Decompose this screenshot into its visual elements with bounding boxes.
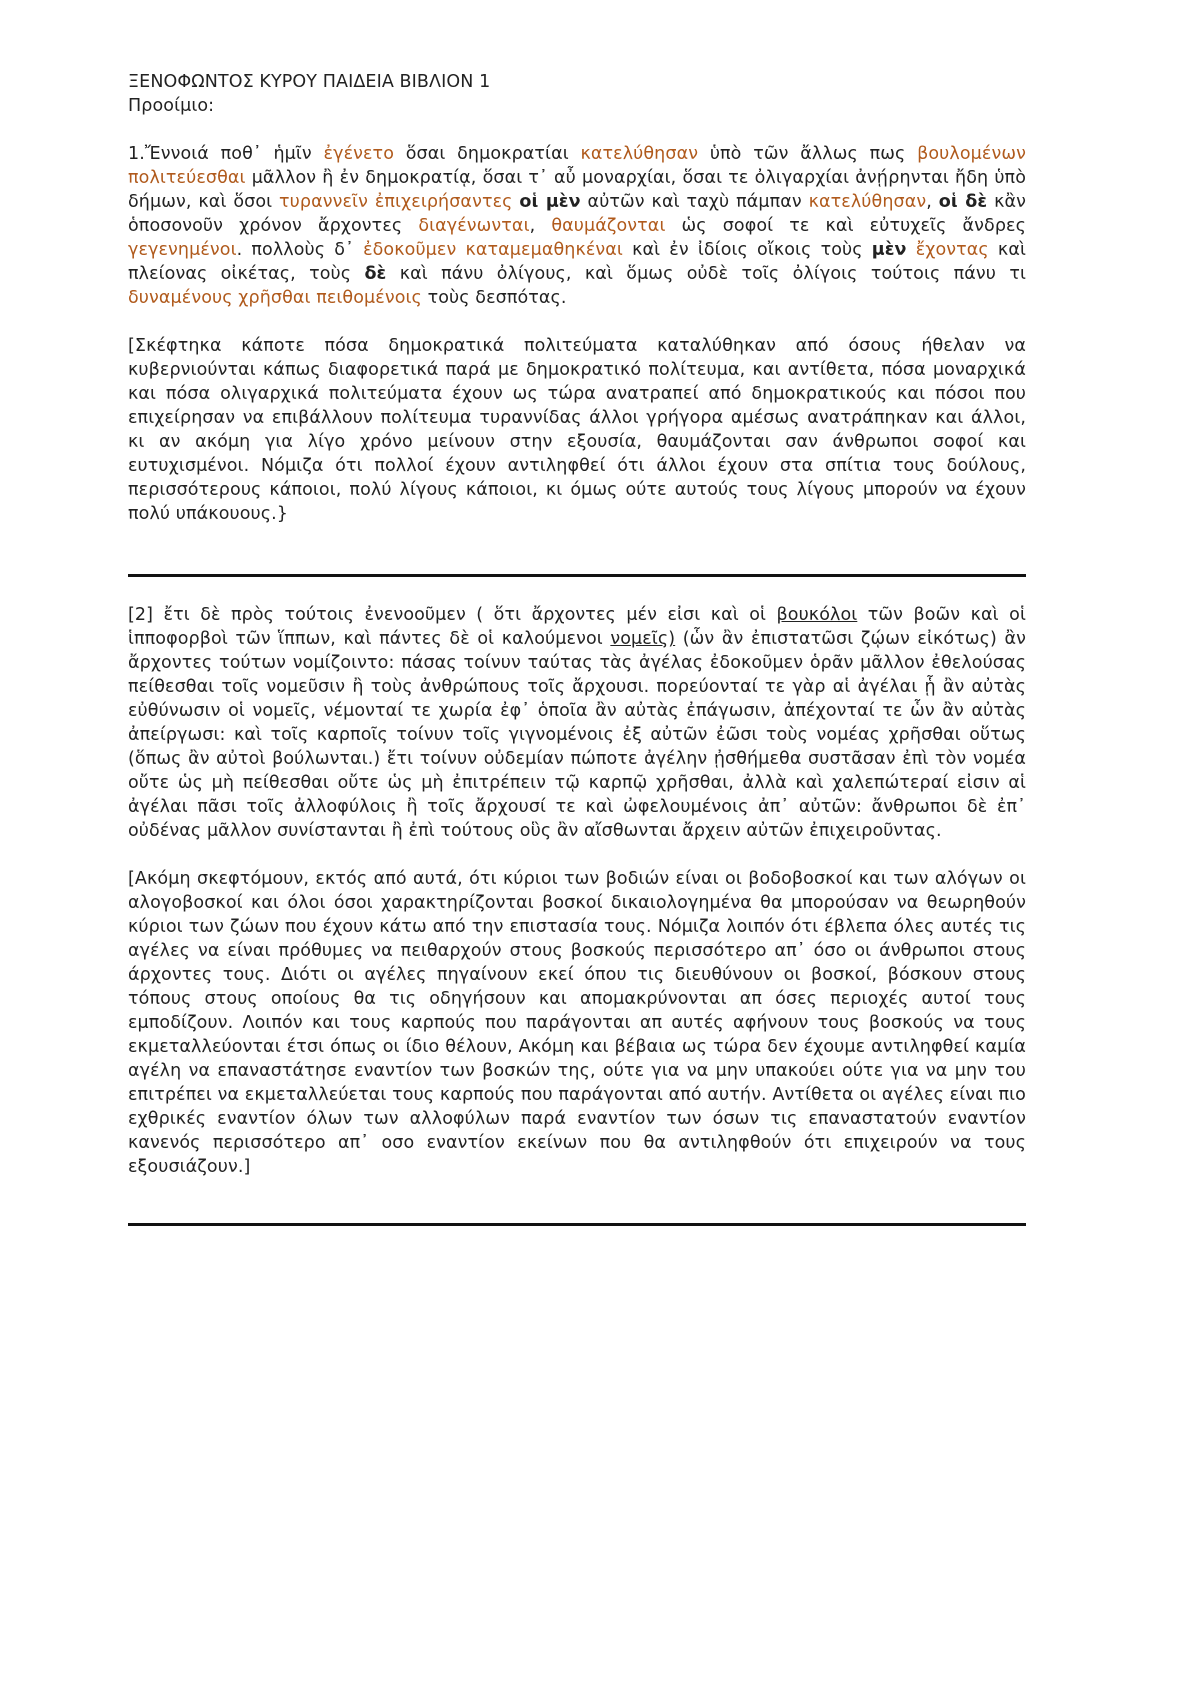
highlighted-term: θαυμάζονται xyxy=(551,216,666,236)
bold-particle: μὲν xyxy=(871,240,907,260)
spacer xyxy=(128,1179,1026,1223)
highlighted-term: τυραννεῖν ἐπιχειρήσαντες xyxy=(279,192,513,212)
document-page xyxy=(128,70,1026,1226)
section-2-translation-paragraph: [Ακόμη σκεφτόμουν, εκτός από αυτά, ότι κύριοι των βοδιών είναι οι βοδοβοσκοί και των αλόγων οι αλογοβοσκοί και όλοι όσοι χαρακτηρίζονται βοσκοί δικαιολογημένα θα μπορούσαν να θεωρηθούν κύριοι των ζώων που έχουν κάτω από την επιστασία τους. Νόμιζα λοιπόν ότι έβλεπα όλες αυτές τις αγέλες να είναι πρόθυμες να πειθαρχούν στους βοσκούς περισσότερο απ᾽ όσο οι άνθρωποι στους άρχοντες τους. Διότι οι αγέλες πηγαίνουν εκεί όπου τις διευθύνουν οι βοσκοί, βόσκουν στους τόπους στους οποίους θα τις οδηγήσουν και απομακρύνονται απ όσες περιοχές αυτοί τους εμποδίζουν. Λοιπόν και τους καρπούς που παράγονται απ αυτές αφήνουν τους βοσκούς να τους εκμεταλλεύονται έτσι όπως οι ίδιο θέλουν, Ακόμη και βέβαια ως τώρα δεν έχουμε αντιληφθεί καμία αγέλη να επαναστάτησε εναντίον των βοσκών της, ούτε για να μην υπακούει ούτε για να μην του επιτρέπει να εκμεταλλεύεται τους καρπούς που παράγονται από αυτήν. Αντίθετα οι αγέλες είναι πιο εχθρικές εναντίον όλων των αλλοφύλων παρά εναντίον των όσων τις επαναστατούν εναντίον κανενός περισσότερο απ᾽ οσο εναντίον εκείνων που θα αντιληφθούν ότι επιχειρούν να τους εξουσιάζουν.] xyxy=(128,869,1026,1177)
highlighted-term: κατελύθησαν xyxy=(808,192,927,212)
text-run: (ὧν ἂν ἐπιστατῶσι ζῴων εἰκότως) ἂν ἄρχοντες τούτων νομίζοιντο: πάσας τοίνυν ταύτας τὰς ἀγέλας ἐδοκοῦμεν ὁρᾶν μᾶλλον ἐθελούσας πείθεσθαι τοῖς νομεῦσιν ἢ τοὺς ἀνθρώπους τοῖς ἄρχουσι. πορεύονταί τε γὰρ αἱ ἀγέλαι ᾗ ἂν αὐτὰς εὐθύνωσιν οἱ νομεῖς, νέμονταί τε χωρία ἐφ᾽ ὁποῖα ἂν αὐτὰς ἐπάγωσιν, ἀπέχονταί τε ὧν ἂν αὐτὰς ἀπείργωσι: καὶ τοῖς καρποῖς τοίνυν τοῖς γιγνομένοις ἐξ αὐτῶν ἐῶσι τοὺς νομέας χρῆσθαι οὕτως (ὅπως ἂν αὐτοὶ βούλωνται.) ἔτι τοίνυν οὐδεμίαν πώποτε ἀγέλην ᾐσθήμεθα συστᾶσαν ἐπὶ τὸν νομέα οὔτε ὡς μὴ πείθεσθαι οὔτε ὡς μὴ ἐπιτρέπειν τῷ καρπῷ χρῆσθαι, ἀλλὰ καὶ χαλεπώτεραί εἰσιν αἱ ἀγέλαι πᾶσι τοῖς ἀλλοφύλοις ἢ τοῖς ἄρχουσί τε καὶ ὠφελουμένοις ἀπ᾽ αὐτῶν: ἄνθρωποι δὲ ἐπ᾽ οὐδένας μᾶλλον συνίστανται ἢ ἐπὶ τούτους οὓς ἂν αἴσθωνται ἄρχειν αὐτῶν ἐπιχειροῦντας. xyxy=(128,629,1026,841)
text-run xyxy=(907,240,916,260)
section-1-translation-paragraph: [Σκέφτηκα κάποτε πόσα δημοκρατικά πολιτεύματα καταλύθηκαν από όσους ήθελαν να κυβερνιούνται κάπως διαφορετικά παρά με δημοκρατικό πολίτευμα, και αντίθετα, πόσα μοναρχικά και πόσα ολιγαρχικά πολιτεύματα έχουν ως τώρα ανατραπεί από δημοκρατικούς και πόσοι που επιχείρησαν να επιβάλλουν πολίτευμα τυραννίδας άλλοι γρήγορα αμέσως ανατράπηκαν και άλλοι, κι αν ακόμη για λίγο χρόνο μείνουν στην εξουσία, θαυμάζονται σαν άνθρωποι σοφοί και ευτυχισμένοι. Νόμιζα ότι πολλοί έχουν αντιληφθεί ότι άλλοι έχουν στα σπίτια τους δούλους, περισσότερους κάποιοι, πολύ λίγους κάποιοι, κι όμως ούτε αυτούς τους λίγους μπορούν να έχουν πολύ υπάκουους.} xyxy=(128,336,1026,524)
document-subtitle: Προοίμιο: xyxy=(128,96,215,116)
bold-particle: οἱ μὲν xyxy=(519,192,581,212)
text-run: 1.Ἔννοιά ποθ᾽ ἡμῖν xyxy=(128,144,324,164)
highlighted-term: βουλομένων πολιτεύεσθαι xyxy=(128,144,1026,188)
text-run: καὶ πλείονας οἰκέτας, τοὺς xyxy=(128,240,1026,284)
text-run: τῶν βοῶν καὶ οἱ ἱπποφορβοὶ τῶν ἵππων, καὶ πάντες δὲ οἱ καλούμενοι xyxy=(128,605,1026,649)
section-divider xyxy=(128,1223,1026,1226)
text-run: , xyxy=(926,192,939,212)
section-1-greek-paragraph xyxy=(128,142,1026,310)
text-run: καὶ πάνυ ὀλίγους, καὶ ὅμως οὐδὲ τοῖς ὀλίγοις τούτοις πάνυ τι xyxy=(386,264,1026,284)
text-run: ὅσαι δημοκρατίαι xyxy=(394,144,581,164)
bold-particle: δὲ xyxy=(364,264,387,284)
highlighted-term: διαγένωνται xyxy=(418,216,530,236)
text-run: κἂν ὁποσονοῦν χρόνον ἄρχοντες xyxy=(128,192,1027,236)
section-2-greek-paragraph xyxy=(128,603,1026,843)
text-run: αὐτῶν καὶ ταχὺ πάμπαν xyxy=(580,192,809,212)
underlined-term: νομεῖς) xyxy=(610,629,676,649)
bold-particle: οἱ δὲ xyxy=(938,192,988,212)
highlighted-term: δυναμένους χρῆσθαι πειθομένοις xyxy=(128,288,422,308)
spacer xyxy=(128,118,1026,142)
spacer xyxy=(128,526,1026,574)
text-run: [2] ἔτι δὲ πρὸς τούτοις ἐνενοοῦμεν ( ὅτι ἄρχοντες μέν εἰσι καὶ οἱ xyxy=(128,605,777,625)
highlighted-term: ἐγένετο xyxy=(323,144,394,164)
text-run: ὑπὸ τῶν ἄλλως πως xyxy=(698,144,918,164)
highlighted-term: κατελύθησαν xyxy=(580,144,699,164)
highlighted-term: ἐδοκοῦμεν καταμεμαθηκέναι xyxy=(363,240,623,260)
spacer xyxy=(128,577,1026,603)
spacer xyxy=(128,843,1026,867)
highlighted-term: γεγενημένοι xyxy=(128,240,237,260)
text-run: ὡς σοφοί τε καὶ εὐτυχεῖς ἄνδρες xyxy=(665,216,1026,236)
document-title: ΞΕΝΟΦΩΝΤΟΣ ΚΥΡΟΥ ΠΑΙΔΕΙΑ ΒΙΒΛΙΟΝ 1 xyxy=(128,72,491,92)
text-run: μᾶλλον ἢ ἐν δημοκρατίᾳ, ὅσαι τ᾽ αὖ μοναρχίαι, ὅσαι τε ὀλιγαρχίαι ἀνῄρηνται ἤδη ὑπὸ δήμων, καὶ ὅσοι xyxy=(128,168,1026,212)
spacer xyxy=(128,310,1026,334)
text-run: . πολλοὺς δ᾽ xyxy=(236,240,364,260)
highlighted-term: ἔχοντας xyxy=(915,240,989,260)
text-run: τοὺς δεσπότας. xyxy=(421,288,567,308)
text-run: καὶ ἐν ἰδίοις οἴκοις τοὺς xyxy=(622,240,872,260)
underlined-term: βουκόλοι xyxy=(776,605,858,625)
text-run: , xyxy=(529,216,552,236)
